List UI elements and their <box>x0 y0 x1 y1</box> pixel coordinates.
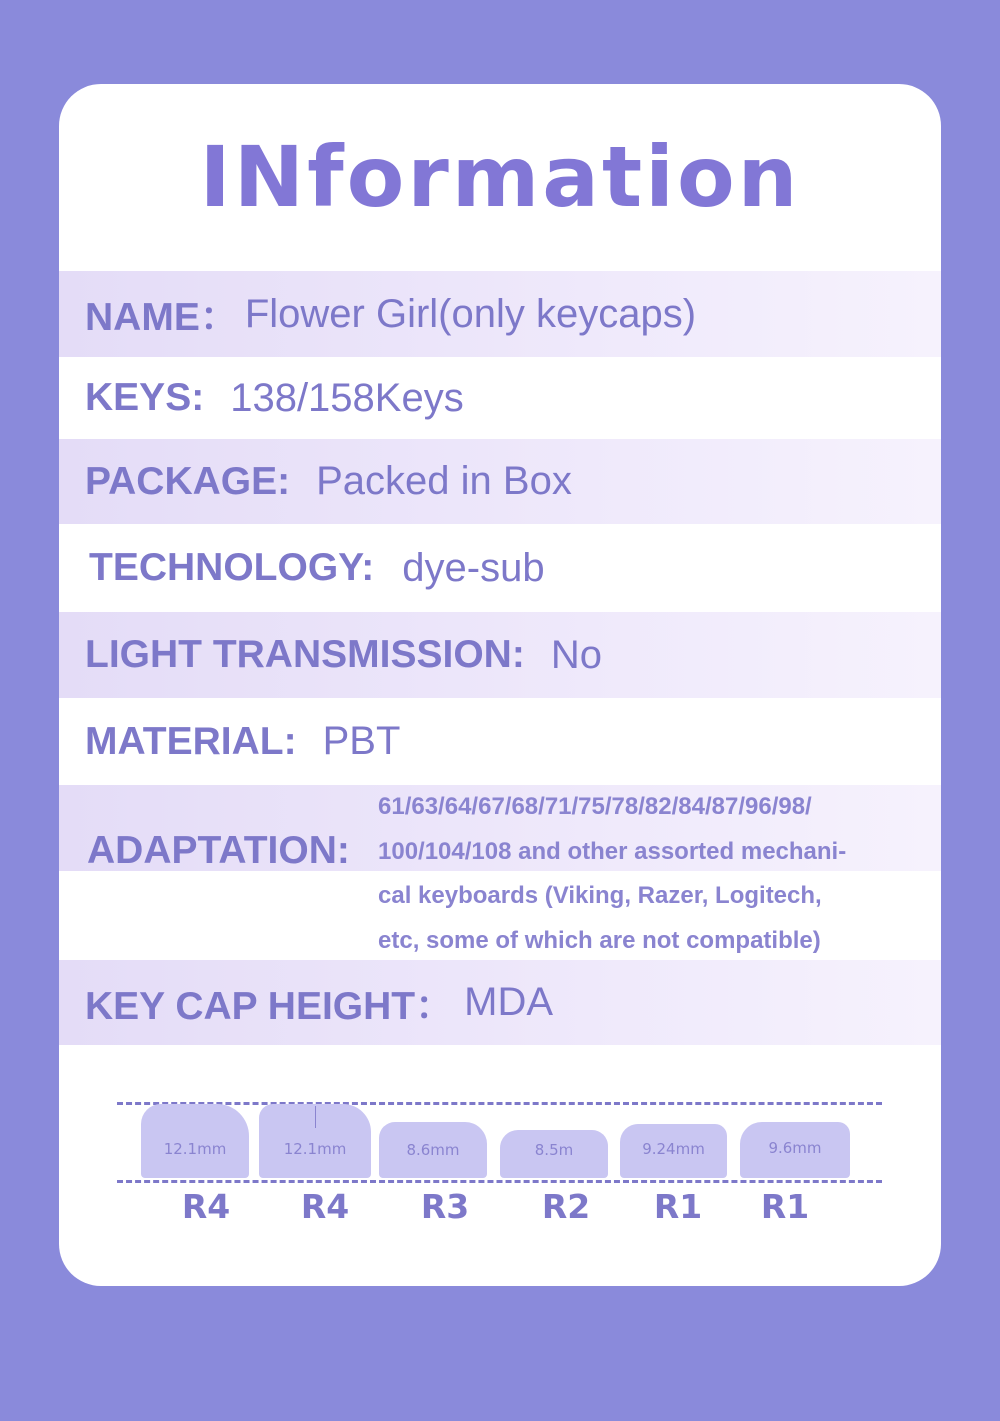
technology-label: TECHNOLOGY: <box>89 546 375 589</box>
technology-row <box>59 524 941 612</box>
row-label: R4 <box>181 1187 231 1226</box>
light-row <box>59 612 941 698</box>
package-row <box>59 439 941 524</box>
material-row <box>59 698 941 785</box>
name-row <box>59 271 941 357</box>
material-value: PBT <box>322 719 401 763</box>
top-dashed-line <box>117 1102 882 1105</box>
keycap-height-label: 9.6mm <box>768 1139 822 1157</box>
page-title: INformation <box>199 128 801 226</box>
keycap-height-label: 8.5m <box>534 1141 574 1159</box>
adaptation-line: cal keyboards (Viking, Razer, Logitech, <box>378 882 822 909</box>
keys-row <box>59 357 941 439</box>
adaptation-label: ADAPTATION: <box>87 829 350 872</box>
keys-value: 138/158Keys <box>230 375 464 420</box>
row-label: R1 <box>760 1187 810 1226</box>
material-label: MATERIAL: <box>85 719 297 763</box>
keycap-r1 <box>620 1124 727 1178</box>
height-row <box>59 960 941 1045</box>
keycap-height-label: 12.1mm <box>163 1140 227 1158</box>
height-value: MDA <box>464 980 554 1024</box>
adaptation-line: 61/63/64/67/68/71/75/78/82/84/87/96/98/ <box>378 793 812 820</box>
keycap-height-label: 12.1mm <box>283 1140 347 1158</box>
technology-value: dye-sub <box>402 545 545 590</box>
name-label: NAME： <box>85 296 239 339</box>
package-label: PACKAGE: <box>85 459 291 503</box>
row-label: R2 <box>541 1187 591 1226</box>
keycap-r1 <box>740 1122 850 1178</box>
keys-label: KEYS: <box>85 376 205 419</box>
info-card <box>59 84 941 1286</box>
package-value: Packed in Box <box>316 459 572 503</box>
keycap-r4 <box>259 1104 371 1178</box>
name-value: Flower Girl(only keycaps) <box>244 291 697 336</box>
keycap-height-label: 9.24mm <box>642 1140 705 1158</box>
bottom-dashed-line <box>117 1180 882 1183</box>
keycap-r4 <box>141 1104 249 1178</box>
adaptation-value <box>378 785 918 963</box>
adaptation-line: 100/104/108 and other assorted mechani- <box>378 837 847 865</box>
keycap-r3 <box>379 1122 487 1178</box>
height-tick <box>315 1106 316 1128</box>
keycap-height-label: 8.6mm <box>406 1141 460 1159</box>
row-label: R4 <box>300 1187 350 1226</box>
height-label: KEY CAP HEIGHT： <box>85 984 455 1028</box>
row-label: R1 <box>653 1187 703 1226</box>
adaptation-line: etc, some of which are not compatible) <box>378 926 821 954</box>
keycap-r2 <box>500 1130 608 1178</box>
row-label: R3 <box>420 1187 470 1226</box>
light-label: LIGHT TRANSMISSION: <box>85 633 525 676</box>
light-value: No <box>550 632 602 677</box>
